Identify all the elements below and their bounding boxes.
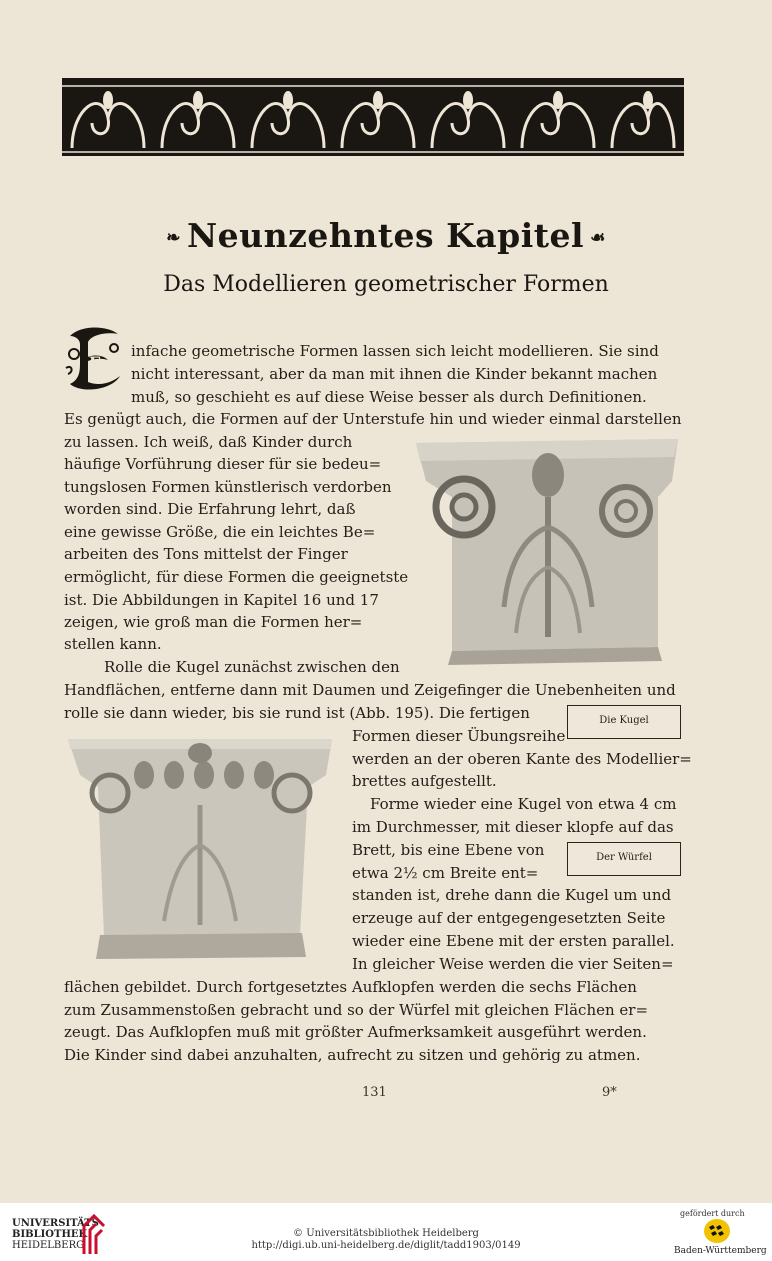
permalink[interactable]: http://digi.ub.uni-heidelberg.de/diglit/tadd1903/0149 <box>251 1240 521 1251</box>
funder-name: Baden-Württemberg <box>674 1246 767 1256</box>
capital-egg-and-dart-photo <box>64 735 336 971</box>
funded-by-label: gefördert durch <box>680 1209 745 1218</box>
text-line: rolle sie dann wieder, bis sie rund ist (Abb. 195). Die fertigen <box>64 704 530 722</box>
text-line: Forme wieder eine Kugel von etwa 4 cm <box>370 795 677 813</box>
text-line: ist. Die Abbildungen in Kapitel 16 und 17 <box>64 591 379 609</box>
library-name-line1: UNIVERSITÄTS- <box>12 1218 104 1229</box>
chapter-subtitle: Das Modellieren geometrischer Formen <box>163 272 609 297</box>
text-line: Formen dieser Übungsreihe <box>352 727 566 745</box>
ornamental-header-band <box>62 78 684 156</box>
figure-label-wuerfel: Der Würfel <box>567 842 681 876</box>
text-line: flächen gebildet. Durch fortgesetztes Aufklopfen werden die sechs Flächen <box>64 978 637 996</box>
text-line: etwa 2½ cm Breite ent= <box>352 864 539 882</box>
figure-label-kugel: Die Kugel <box>567 705 681 739</box>
text-line: Die Kinder sind dabei anzuhalten, aufrecht zu sitzen und gehörig zu atmen. <box>64 1046 641 1064</box>
text-line: Es genügt auch, die Formen auf der Unterstufe hin und wieder einmal darstellen <box>64 410 682 428</box>
text-line: infache geometrische Formen lassen sich leicht modellieren. Sie sind <box>131 342 659 360</box>
page-number: 131 <box>362 1085 387 1100</box>
text-line: ermöglicht, für diese Formen die geeignetste <box>64 568 409 586</box>
text-line: stellen kann. <box>64 635 162 653</box>
text-line: wieder eine Ebene mit der ersten parallel. <box>352 932 675 950</box>
text-line: Rolle die Kugel zunächst zwischen den <box>104 658 400 676</box>
text-line: eine gewisse Größe, die ein leichtes Be= <box>64 523 376 541</box>
text-line: Handflächen, entferne dann mit Daumen und Zeigefinger die Unebenheiten und <box>64 681 676 699</box>
text-line: im Durchmesser, mit dieser klopfe auf das <box>352 818 674 836</box>
text-line: werden an der oberen Kante des Modellier= <box>352 750 692 768</box>
library-name-line3: HEIDELBERG <box>12 1240 85 1251</box>
text-line: erzeuge auf der entgegengesetzten Seite <box>352 909 666 927</box>
text-line: zu lassen. Ich weiß, daß Kinder durch <box>64 433 353 451</box>
flourish-left-icon: ❧ <box>166 228 181 248</box>
svg-text:E: E <box>88 353 102 372</box>
chapter-title-text: Neunzehntes Kapitel <box>186 216 585 255</box>
text-line: zeigen, wie groß man die Formen her= <box>64 613 363 631</box>
text-line: standen ist, drehe dann die Kugel um und <box>352 886 672 904</box>
text-line: nicht interessant, aber da man mit ihnen die Kinder bekannt machen <box>131 365 658 383</box>
text-line: muß, so geschieht es auf diese Weise besser als durch Definitionen. <box>131 388 647 406</box>
text-line: brettes aufgestellt. <box>352 772 497 790</box>
capital-relief-photo <box>412 437 682 669</box>
ornate-drop-cap <box>62 324 128 394</box>
signature-mark: 9* <box>602 1085 617 1100</box>
chapter-title <box>0 216 772 255</box>
copyright-text: © Universitätsbibliothek Heidelberg <box>293 1228 479 1239</box>
text-line: häufige Vorführung dieser für sie bedeu= <box>64 455 382 473</box>
flourish-right-icon: ☙ <box>590 228 606 248</box>
baden-wuerttemberg-logo-icon <box>703 1218 731 1244</box>
copyright-block <box>0 1228 772 1252</box>
text-line: Brett, bis eine Ebene von <box>352 841 545 859</box>
text-line: zum Zusammenstoßen gebracht und so der Würfel mit gleichen Flächen er= <box>64 1001 649 1019</box>
text-line: In gleicher Weise werden die vier Seiten= <box>352 955 674 973</box>
library-name-line2: BIBLIOTHEK <box>12 1229 88 1240</box>
text-line: tungslosen Formen künstlerisch verdorben <box>64 478 392 496</box>
text-line: worden sind. Die Erfahrung lehrt, daß <box>64 500 356 518</box>
text-line: zeugt. Das Aufklopfen muß mit größter Aufmerksamkeit ausgeführt werden. <box>64 1023 647 1041</box>
text-line: arbeiten des Tons mittelst der Finger <box>64 545 348 563</box>
